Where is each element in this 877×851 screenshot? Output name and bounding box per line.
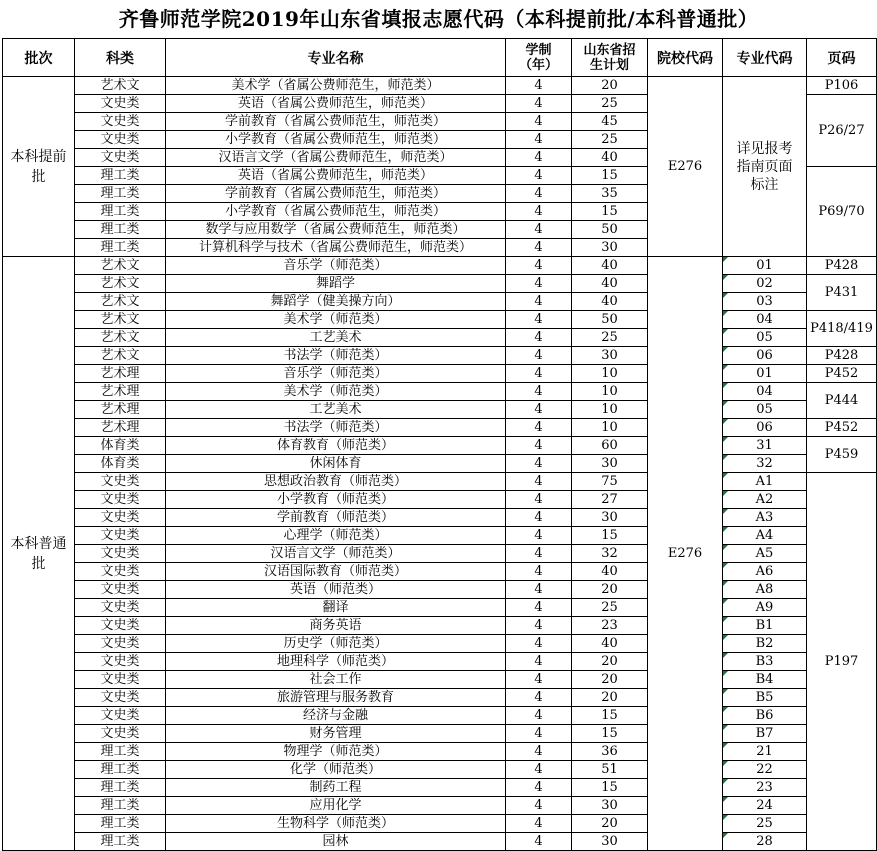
plan-cell: 20: [572, 689, 648, 707]
major-cell: 小学教育（省属公费师范生，师范类）: [166, 131, 506, 149]
table-row: [3, 797, 877, 815]
major-code-cell: 04: [723, 383, 807, 401]
category-cell: 文史类: [75, 113, 166, 131]
years-cell: 4: [506, 581, 572, 599]
batch-cell-regular: 本科普通 批: [3, 257, 75, 851]
major-cell: 思想政治教育（师范类）: [166, 473, 506, 491]
category-cell: 文史类: [75, 491, 166, 509]
major-cell: 体育教育（师范类）: [166, 437, 506, 455]
major-code-cell: 32: [723, 455, 807, 473]
table-row: [3, 491, 877, 509]
years-cell: 4: [506, 509, 572, 527]
years-cell: 4: [506, 383, 572, 401]
major-cell: 汉语言文学（省属公费师范生，师范类）: [166, 149, 506, 167]
years-cell: 4: [506, 329, 572, 347]
category-cell: 理工类: [75, 761, 166, 779]
category-cell: 艺术文: [75, 257, 166, 275]
plan-cell: 25: [572, 329, 648, 347]
table-row: [3, 707, 877, 725]
plan-cell: 30: [572, 833, 648, 851]
plan-cell: 45: [572, 113, 648, 131]
plan-cell: 40: [572, 563, 648, 581]
years-cell: 4: [506, 779, 572, 797]
plan-cell: 15: [572, 527, 648, 545]
years-cell: 4: [506, 185, 572, 203]
table-row: [3, 599, 877, 617]
header-category: 科类: [75, 39, 166, 77]
major-code-cell: 31: [723, 437, 807, 455]
major-code-cell: A5: [723, 545, 807, 563]
category-cell: 体育类: [75, 455, 166, 473]
years-cell: 4: [506, 203, 572, 221]
plan-cell: 20: [572, 815, 648, 833]
page-cell: P444: [807, 383, 877, 419]
plan-cell: 40: [572, 257, 648, 275]
category-cell: 艺术文: [75, 293, 166, 311]
page-cell: P452: [807, 419, 877, 437]
table-row: [3, 77, 877, 95]
years-cell: 4: [506, 455, 572, 473]
page-cell: P431: [807, 275, 877, 311]
years-cell: 4: [506, 491, 572, 509]
table-row: [3, 563, 877, 581]
major-cell: 学前教育（省属公费师范生，师范类）: [166, 113, 506, 131]
admission-code-table: [2, 38, 877, 851]
plan-cell: 32: [572, 545, 648, 563]
table-row: [3, 509, 877, 527]
major-code-cell: 05: [723, 401, 807, 419]
category-cell: 文史类: [75, 563, 166, 581]
header-batch: 批次: [3, 39, 75, 77]
category-cell: 文史类: [75, 617, 166, 635]
major-code-cell: B1: [723, 617, 807, 635]
plan-cell: 50: [572, 221, 648, 239]
page-cell: P459: [807, 437, 877, 473]
years-cell: 4: [506, 239, 572, 257]
major-cell: 小学教育（省属公费师范生，师范类）: [166, 203, 506, 221]
page-cell: P106: [807, 77, 877, 95]
category-cell: 理工类: [75, 779, 166, 797]
plan-cell: 30: [572, 797, 648, 815]
major-code-cell: 05: [723, 329, 807, 347]
years-cell: 4: [506, 293, 572, 311]
plan-cell: 15: [572, 725, 648, 743]
category-cell: 文史类: [75, 599, 166, 617]
table-row: [3, 581, 877, 599]
plan-cell: 20: [572, 671, 648, 689]
category-cell: 文史类: [75, 635, 166, 653]
plan-cell: 15: [572, 203, 648, 221]
major-code-cell: 21: [723, 743, 807, 761]
header-major-code: 专业代码: [723, 39, 807, 77]
table-row: [3, 365, 877, 383]
header-years: 学制 （年）: [506, 39, 572, 77]
major-cell: 历史学（师范类）: [166, 635, 506, 653]
category-cell: 艺术文: [75, 275, 166, 293]
major-code-cell: B7: [723, 725, 807, 743]
plan-cell: 15: [572, 167, 648, 185]
category-cell: 艺术理: [75, 401, 166, 419]
major-cell: 财务管理: [166, 725, 506, 743]
plan-cell: 40: [572, 149, 648, 167]
major-cell: 书法学（师范类）: [166, 347, 506, 365]
page-cell: P428: [807, 347, 877, 365]
years-cell: 4: [506, 689, 572, 707]
major-cell: 心理学（师范类）: [166, 527, 506, 545]
page-cell: P26/27: [807, 95, 877, 167]
table-row: [3, 833, 877, 851]
plan-cell: 35: [572, 185, 648, 203]
major-code-cell: 23: [723, 779, 807, 797]
major-code-cell: 25: [723, 815, 807, 833]
category-cell: 艺术理: [75, 419, 166, 437]
plan-cell: 20: [572, 581, 648, 599]
major-cell: 汉语国际教育（师范类）: [166, 563, 506, 581]
category-cell: 文史类: [75, 671, 166, 689]
plan-cell: 10: [572, 401, 648, 419]
years-cell: 4: [506, 761, 572, 779]
major-cell: 音乐学（师范类）: [166, 365, 506, 383]
plan-cell: 30: [572, 239, 648, 257]
category-cell: 文史类: [75, 149, 166, 167]
years-cell: 4: [506, 635, 572, 653]
major-code-cell: A3: [723, 509, 807, 527]
major-cell: 工艺美术: [166, 329, 506, 347]
header-row: [3, 39, 877, 77]
batch-cell-early: 本科提前 批: [3, 77, 75, 257]
header-school-code: 院校代码: [648, 39, 723, 77]
major-code-cell: B3: [723, 653, 807, 671]
plan-cell: 10: [572, 365, 648, 383]
plan-cell: 50: [572, 311, 648, 329]
major-cell: 数学与应用数学（省属公费师范生，师范类）: [166, 221, 506, 239]
category-cell: 艺术文: [75, 311, 166, 329]
years-cell: 4: [506, 617, 572, 635]
major-code-cell: 06: [723, 419, 807, 437]
years-cell: 4: [506, 401, 572, 419]
years-cell: 4: [506, 221, 572, 239]
major-code-cell: A2: [723, 491, 807, 509]
plan-cell: 36: [572, 743, 648, 761]
plan-cell: 25: [572, 95, 648, 113]
category-cell: 理工类: [75, 833, 166, 851]
plan-cell: 23: [572, 617, 648, 635]
plan-cell: 30: [572, 347, 648, 365]
major-code-cell: 06: [723, 347, 807, 365]
plan-cell: 15: [572, 779, 648, 797]
category-cell: 艺术文: [75, 347, 166, 365]
years-cell: 4: [506, 347, 572, 365]
major-cell: 书法学（师范类）: [166, 419, 506, 437]
years-cell: 4: [506, 437, 572, 455]
table-row: [3, 257, 877, 275]
page-cell: P69/70: [807, 167, 877, 257]
plan-cell: 30: [572, 455, 648, 473]
table-row: [3, 635, 877, 653]
major-code-cell: A6: [723, 563, 807, 581]
header-page: 页码: [807, 39, 877, 77]
major-code-cell: 22: [723, 761, 807, 779]
page-cell: P452: [807, 365, 877, 383]
major-code-cell: 01: [723, 257, 807, 275]
major-code-cell: B6: [723, 707, 807, 725]
category-cell: 体育类: [75, 437, 166, 455]
major-code-cell: 28: [723, 833, 807, 851]
major-cell: 休闲体育: [166, 455, 506, 473]
years-cell: 4: [506, 275, 572, 293]
category-cell: 理工类: [75, 203, 166, 221]
years-cell: 4: [506, 833, 572, 851]
years-cell: 4: [506, 311, 572, 329]
plan-cell: 10: [572, 383, 648, 401]
major-code-note: 详见报考指南页面标注: [723, 77, 807, 257]
major-code-cell: B2: [723, 635, 807, 653]
category-cell: 文史类: [75, 545, 166, 563]
major-cell: 制药工程: [166, 779, 506, 797]
table-row: [3, 545, 877, 563]
years-cell: 4: [506, 725, 572, 743]
major-code-cell: 02: [723, 275, 807, 293]
category-cell: 理工类: [75, 185, 166, 203]
years-cell: 4: [506, 671, 572, 689]
years-cell: 4: [506, 743, 572, 761]
table-row: [3, 311, 877, 329]
category-cell: 文史类: [75, 527, 166, 545]
major-cell: 学前教育（省属公费师范生，师范类）: [166, 185, 506, 203]
category-cell: 艺术文: [75, 329, 166, 347]
table-row: [3, 383, 877, 401]
years-cell: 4: [506, 599, 572, 617]
category-cell: 理工类: [75, 221, 166, 239]
years-cell: 4: [506, 257, 572, 275]
major-cell: 社会工作: [166, 671, 506, 689]
table-row: [3, 473, 877, 491]
category-cell: 文史类: [75, 95, 166, 113]
category-cell: 理工类: [75, 797, 166, 815]
major-cell: 经济与金融: [166, 707, 506, 725]
major-cell: 汉语言文学（师范类）: [166, 545, 506, 563]
years-cell: 4: [506, 149, 572, 167]
major-cell: 园林: [166, 833, 506, 851]
major-code-cell: A1: [723, 473, 807, 491]
table-row: [3, 653, 877, 671]
plan-cell: 15: [572, 707, 648, 725]
table-row: [3, 293, 877, 311]
plan-cell: 20: [572, 653, 648, 671]
major-code-cell: 04: [723, 311, 807, 329]
table-row: [3, 815, 877, 833]
years-cell: 4: [506, 527, 572, 545]
major-cell: 物理学（师范类）: [166, 743, 506, 761]
plan-cell: 40: [572, 275, 648, 293]
header-plan: 山东省招 生计划: [572, 39, 648, 77]
category-cell: 理工类: [75, 743, 166, 761]
major-code-cell: 03: [723, 293, 807, 311]
years-cell: 4: [506, 653, 572, 671]
major-code-cell: A4: [723, 527, 807, 545]
major-cell: 旅游管理与服务教育: [166, 689, 506, 707]
major-cell: 美术学（师范类）: [166, 311, 506, 329]
major-cell: 音乐学（师范类）: [166, 257, 506, 275]
major-cell: 英语（师范类）: [166, 581, 506, 599]
major-code-cell: 01: [723, 365, 807, 383]
major-cell: 英语（省属公费师范生，师范类）: [166, 167, 506, 185]
category-cell: 艺术文: [75, 77, 166, 95]
table-row: [3, 689, 877, 707]
major-cell: 翻译: [166, 599, 506, 617]
major-cell: 小学教育（师范类）: [166, 491, 506, 509]
table-row: [3, 527, 877, 545]
category-cell: 理工类: [75, 167, 166, 185]
table-row: [3, 779, 877, 797]
page-cell: P418/419: [807, 311, 877, 347]
major-cell: 学前教育（师范类）: [166, 509, 506, 527]
years-cell: 4: [506, 473, 572, 491]
major-cell: 地理科学（师范类）: [166, 653, 506, 671]
table-row: [3, 347, 877, 365]
major-cell: 美术学（省属公费师范生，师范类）: [166, 77, 506, 95]
category-cell: 文史类: [75, 653, 166, 671]
plan-cell: 30: [572, 509, 648, 527]
years-cell: 4: [506, 167, 572, 185]
plan-cell: 75: [572, 473, 648, 491]
plan-cell: 60: [572, 437, 648, 455]
major-code-cell: B4: [723, 671, 807, 689]
major-cell: 生物科学（师范类）: [166, 815, 506, 833]
category-cell: 文史类: [75, 473, 166, 491]
table-row: [3, 455, 877, 473]
plan-cell: 25: [572, 131, 648, 149]
school-code-cell: E276: [648, 257, 723, 851]
years-cell: 4: [506, 815, 572, 833]
major-cell: 舞蹈学: [166, 275, 506, 293]
plan-cell: 27: [572, 491, 648, 509]
category-cell: 文史类: [75, 509, 166, 527]
plan-cell: 51: [572, 761, 648, 779]
table-row: [3, 419, 877, 437]
category-cell: 文史类: [75, 581, 166, 599]
category-cell: 文史类: [75, 725, 166, 743]
major-cell: 英语（省属公费师范生，师范类）: [166, 95, 506, 113]
table-row: [3, 275, 877, 293]
header-major: 专业名称: [166, 39, 506, 77]
major-cell: 化学（师范类）: [166, 761, 506, 779]
years-cell: 4: [506, 131, 572, 149]
table-row: [3, 743, 877, 761]
category-cell: 艺术理: [75, 365, 166, 383]
category-cell: 文史类: [75, 131, 166, 149]
years-cell: 4: [506, 707, 572, 725]
major-cell: 美术学（师范类）: [166, 383, 506, 401]
years-cell: 4: [506, 365, 572, 383]
table-row: [3, 401, 877, 419]
page-cell: P197: [807, 473, 877, 851]
table-row: [3, 761, 877, 779]
category-cell: 理工类: [75, 239, 166, 257]
major-cell: 应用化学: [166, 797, 506, 815]
years-cell: 4: [506, 419, 572, 437]
years-cell: 4: [506, 95, 572, 113]
page-cell: P428: [807, 257, 877, 275]
years-cell: 4: [506, 563, 572, 581]
table-row: [3, 671, 877, 689]
major-code-cell: A9: [723, 599, 807, 617]
plan-cell: 10: [572, 419, 648, 437]
major-code-cell: A8: [723, 581, 807, 599]
years-cell: 4: [506, 797, 572, 815]
table-row: [3, 617, 877, 635]
table-row: [3, 725, 877, 743]
major-cell: 商务英语: [166, 617, 506, 635]
table-row: [3, 437, 877, 455]
plan-cell: 40: [572, 635, 648, 653]
plan-cell: 25: [572, 599, 648, 617]
major-cell: 工艺美术: [166, 401, 506, 419]
category-cell: 理工类: [75, 815, 166, 833]
table-row: [3, 329, 877, 347]
category-cell: 艺术理: [75, 383, 166, 401]
years-cell: 4: [506, 77, 572, 95]
years-cell: 4: [506, 545, 572, 563]
major-cell: 舞蹈学（健美操方向）: [166, 293, 506, 311]
category-cell: 文史类: [75, 707, 166, 725]
plan-cell: 40: [572, 293, 648, 311]
category-cell: 文史类: [75, 689, 166, 707]
years-cell: 4: [506, 113, 572, 131]
plan-cell: 20: [572, 77, 648, 95]
page-title: 齐鲁师范学院2019年山东省填报志愿代码（本科提前批/本科普通批）: [118, 7, 759, 31]
major-code-cell: B5: [723, 689, 807, 707]
school-code-cell: E276: [648, 77, 723, 257]
major-code-cell: 24: [723, 797, 807, 815]
major-cell: 计算机科学与技术（省属公费师范生，师范类）: [166, 239, 506, 257]
